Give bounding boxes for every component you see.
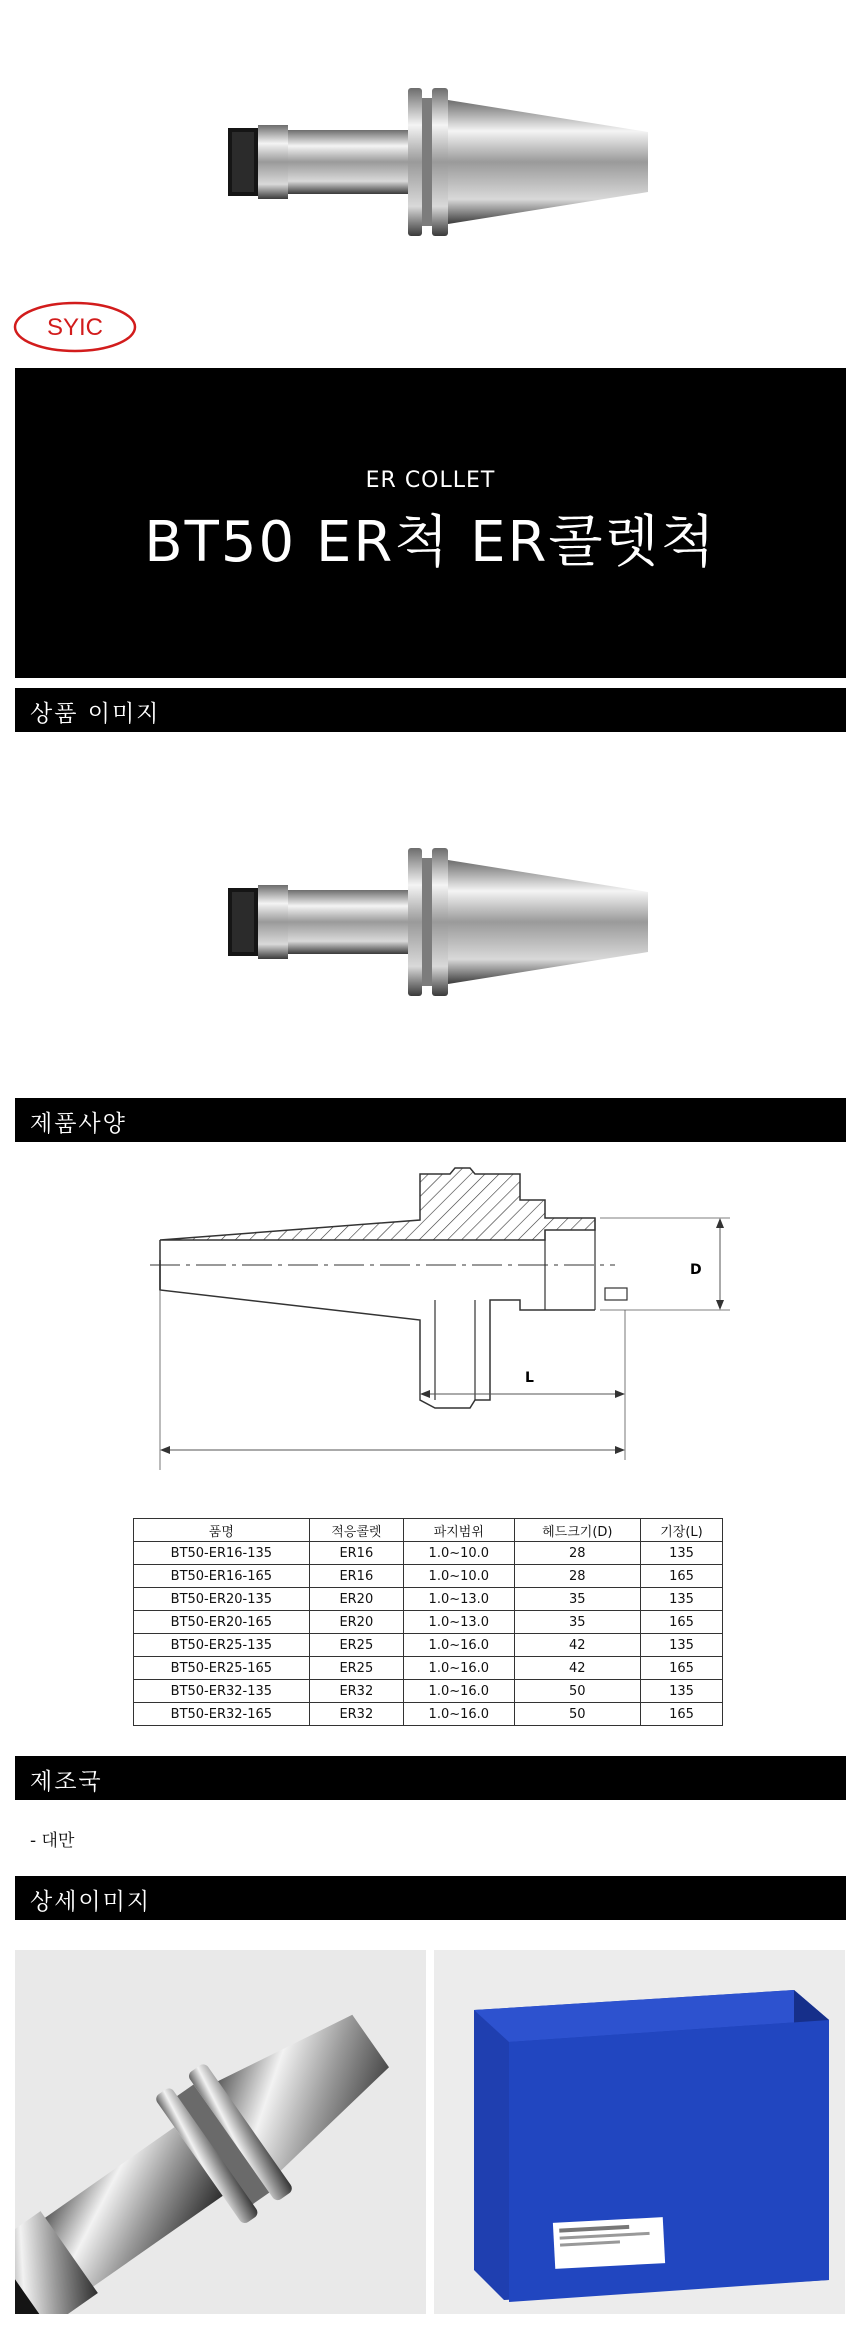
table-cell: ER32 [309, 1680, 403, 1703]
section-header-origin [15, 1756, 846, 1800]
table-cell: BT50-ER20-135 [134, 1588, 310, 1611]
table-cell: 165 [640, 1657, 722, 1680]
table-cell: BT50-ER20-165 [134, 1611, 310, 1634]
table-row [134, 1588, 723, 1611]
table-cell: 135 [640, 1680, 722, 1703]
table-cell: 1.0~13.0 [403, 1588, 514, 1611]
table-cell: 1.0~16.0 [403, 1657, 514, 1680]
table-cell: 42 [514, 1634, 640, 1657]
section-title: 제품사양 [30, 1111, 127, 1137]
table-cell: 1.0~10.0 [403, 1565, 514, 1588]
product-image-main [200, 830, 660, 1010]
table-row [134, 1565, 723, 1588]
table-header-cell: 파지범위 [403, 1519, 514, 1542]
table-cell: ER20 [309, 1611, 403, 1634]
table-cell: 28 [514, 1565, 640, 1588]
table-row [134, 1542, 723, 1565]
dimension-label-l: L [525, 1370, 534, 1386]
table-row [134, 1634, 723, 1657]
photo-blue-box [434, 1950, 845, 2314]
table-cell: 135 [640, 1588, 722, 1611]
logo-text: SYIC [46, 314, 104, 341]
table-cell: 165 [640, 1565, 722, 1588]
table-cell: BT50-ER25-165 [134, 1657, 310, 1680]
table-cell: ER16 [309, 1565, 403, 1588]
table-cell: BT50-ER25-135 [134, 1634, 310, 1657]
dimension-label-d: D [690, 1262, 702, 1278]
spec-table [133, 1518, 723, 1726]
table-cell: ER25 [309, 1634, 403, 1657]
product-image-top [200, 70, 660, 250]
section-header-product-image [15, 688, 846, 732]
section-title: 상품 이미지 [30, 701, 161, 727]
cross-section-diagram [145, 1160, 745, 1500]
table-cell: 35 [514, 1611, 640, 1634]
table-cell: BT50-ER16-165 [134, 1565, 310, 1588]
section-title: 제조국 [30, 1769, 103, 1795]
table-cell: 1.0~10.0 [403, 1542, 514, 1565]
table-cell: BT50-ER16-135 [134, 1542, 310, 1565]
section-header-specification [15, 1098, 846, 1142]
table-cell: 50 [514, 1680, 640, 1703]
section-header-detail-image [15, 1876, 846, 1920]
hero-subtitle: ER COLLET [365, 468, 496, 493]
table-cell: 42 [514, 1657, 640, 1680]
table-cell: 135 [640, 1634, 722, 1657]
photo-tool-holder [15, 1950, 426, 2314]
hero-banner [15, 368, 846, 678]
table-cell: 28 [514, 1542, 640, 1565]
table-cell: ER20 [309, 1588, 403, 1611]
table-cell: ER32 [309, 1703, 403, 1726]
table-row [134, 1657, 723, 1680]
table-row [134, 1680, 723, 1703]
syic-logo [12, 300, 138, 354]
table-header-row [134, 1519, 723, 1542]
table-cell: 135 [640, 1542, 722, 1565]
table-header-cell: 적응콜렛 [309, 1519, 403, 1542]
table-cell: 165 [640, 1611, 722, 1634]
table-row [134, 1703, 723, 1726]
table-cell: BT50-ER32-135 [134, 1680, 310, 1703]
section-title: 상세이미지 [30, 1889, 152, 1915]
table-cell: BT50-ER32-165 [134, 1703, 310, 1726]
table-cell: 165 [640, 1703, 722, 1726]
table-cell: 35 [514, 1588, 640, 1611]
table-cell: 1.0~16.0 [403, 1703, 514, 1726]
hero-title: BT50 ER척 ER콜렛척 [144, 510, 717, 575]
table-header-cell: 품명 [134, 1519, 310, 1542]
table-cell: ER25 [309, 1657, 403, 1680]
table-cell: ER16 [309, 1542, 403, 1565]
table-row [134, 1611, 723, 1634]
table-cell: 1.0~16.0 [403, 1680, 514, 1703]
table-header-cell: 기장(L) [640, 1519, 722, 1542]
table-header-cell: 헤드크기(D) [514, 1519, 640, 1542]
table-cell: 1.0~13.0 [403, 1611, 514, 1634]
origin-value: - 대만 [30, 1831, 75, 1851]
table-cell: 50 [514, 1703, 640, 1726]
table-cell: 1.0~16.0 [403, 1634, 514, 1657]
